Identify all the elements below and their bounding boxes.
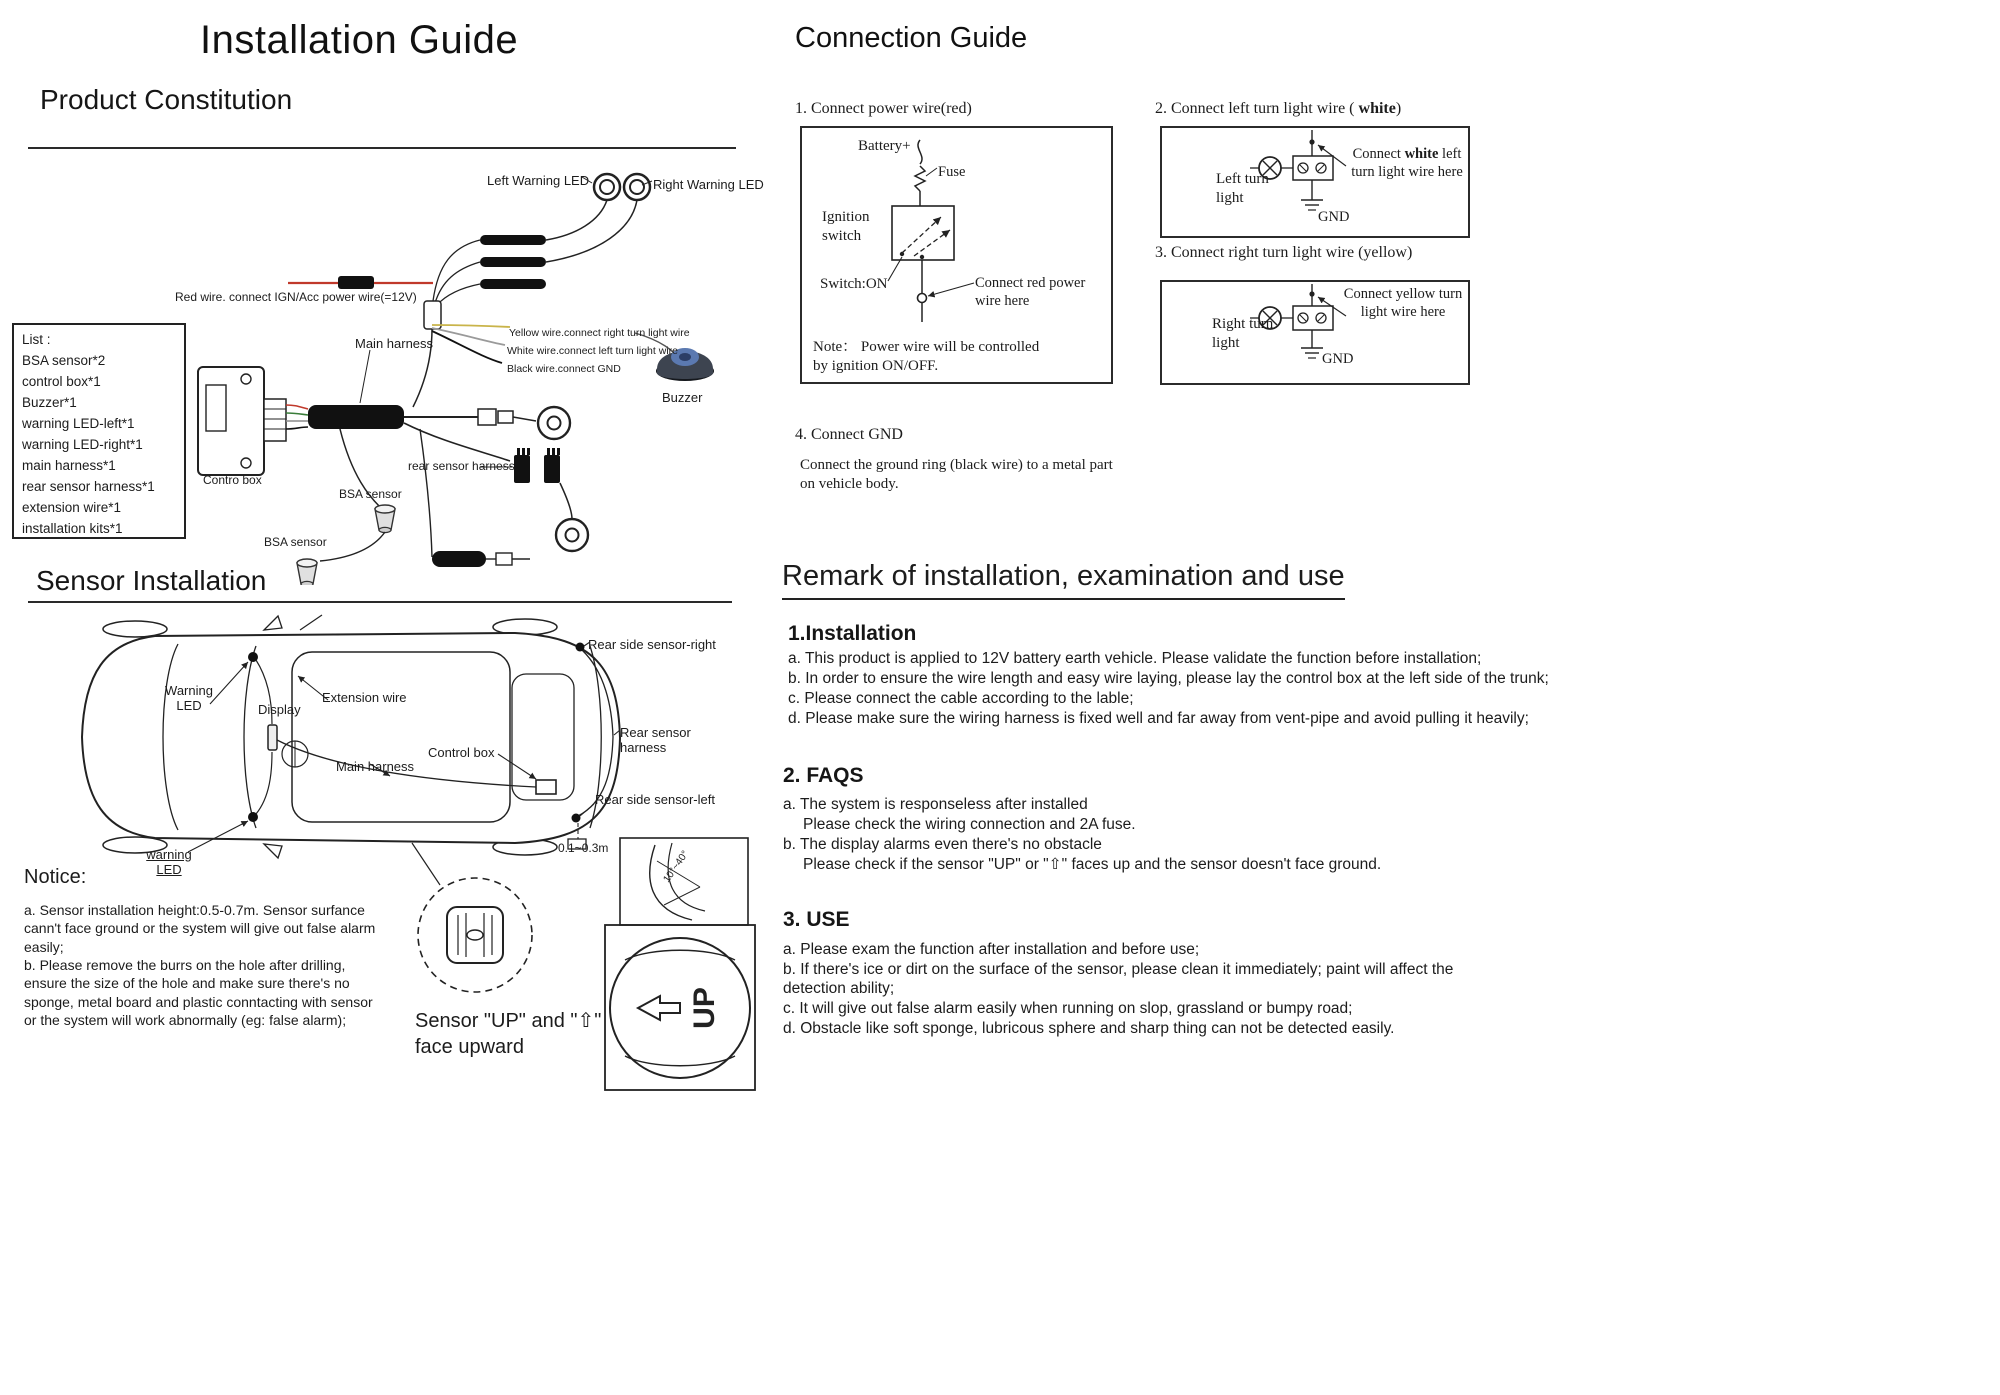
ground-symbol-icon bbox=[1301, 180, 1323, 210]
remark-use-heading: 3. USE bbox=[783, 908, 850, 931]
installation-item: c. Please connect the cable according to the lable; bbox=[788, 689, 1134, 707]
fuse-label: Fuse bbox=[938, 164, 966, 180]
label-white-wire: White wire.connect left turn light wire bbox=[507, 345, 678, 357]
power-terminal-icon bbox=[918, 294, 927, 303]
installation-item: d. Please make sure the wiring harness is fixed well and far away from vent-pipe and avoid pulling it heavily; bbox=[788, 709, 1529, 727]
remark-faqs-items bbox=[783, 796, 1988, 876]
fuse-icon bbox=[915, 166, 925, 191]
angle-text: 10°~40° bbox=[661, 848, 692, 885]
ignition-switch-label: Ignition switch bbox=[822, 209, 870, 244]
parts-list-title: List : bbox=[22, 332, 51, 347]
right-turn-light-label: Right turn light bbox=[1212, 316, 1274, 351]
connection-guide-title: Connection Guide bbox=[795, 22, 1028, 54]
gnd-label-step3: GND bbox=[1322, 351, 1354, 367]
connect-white-prefix: Connect bbox=[1352, 146, 1405, 162]
list-item: installation kits*1 bbox=[22, 521, 123, 536]
list-item: rear sensor harness*1 bbox=[22, 479, 155, 494]
battery-wire-icon bbox=[918, 140, 922, 164]
label-rear-side-sensor-left: Rear side sensor-left bbox=[595, 792, 715, 807]
connect-white-bold-word: white bbox=[1404, 146, 1439, 162]
label-right-warning-led: Right Warning LED bbox=[653, 177, 764, 192]
wire-tap-point bbox=[1309, 291, 1314, 296]
display-icon bbox=[268, 725, 277, 750]
main-harness-icon bbox=[308, 405, 404, 429]
remark-installation-items bbox=[788, 650, 1993, 730]
notice-heading: Notice: bbox=[24, 866, 87, 888]
sensor-angle-icon bbox=[650, 843, 705, 920]
bsa-sensor-icon-top bbox=[375, 505, 395, 533]
connect-yellow-label: Connect yellow turn light wire here bbox=[1343, 286, 1463, 321]
label-car-main-harness: Main harness bbox=[336, 759, 415, 774]
label-rear-sensor-harness-car: Rear sensor harness bbox=[620, 725, 691, 755]
label-display: Display bbox=[258, 702, 301, 717]
notice-item-a: a. Sensor installation height:0.5-0.7m. Sensor surfance cann't face ground or the system will give out false alarm easily; bbox=[24, 902, 376, 955]
remark-heading-wrap bbox=[782, 560, 1345, 600]
installation-item: a. This product is applied to 12V battery earth vehicle. Please validate the function before installation; bbox=[788, 650, 1482, 667]
use-item: c. It will give out false alarm easily when running on slop, grassland or bumpy road; bbox=[783, 999, 1353, 1017]
list-item: control box*1 bbox=[22, 374, 101, 389]
list-item: extension wire*1 bbox=[22, 500, 122, 515]
control-box-car-icon bbox=[536, 780, 556, 794]
list-item: warning LED-right*1 bbox=[22, 437, 143, 452]
label-warning-led-bottom: warning LED bbox=[146, 847, 192, 877]
sensor-up-caption: Sensor "UP" and "⇧" face upward bbox=[415, 1010, 602, 1058]
faq-item-answer: Please check if the sensor "UP" or "⇧" faces up and the sensor doesn't face ground. bbox=[803, 855, 1382, 873]
use-item: d. Obstacle like soft sponge, lubricous sphere and sharp thing can not be detected easily. bbox=[783, 1019, 1395, 1037]
warning-led-left-icon bbox=[594, 174, 620, 200]
label-extension-wire: Extension wire bbox=[322, 690, 407, 705]
remark-installation-heading: 1.Installation bbox=[788, 622, 917, 645]
remark-use-items bbox=[783, 941, 1508, 1040]
gnd-label-step2: GND bbox=[1318, 209, 1350, 225]
up-text: UP bbox=[688, 987, 721, 1029]
sensor-back-icon bbox=[447, 907, 503, 963]
flasher-relay-icon bbox=[1293, 306, 1333, 330]
label-buzzer: Buzzer bbox=[662, 390, 703, 405]
remark-heading: Remark of installation, examination and use bbox=[782, 560, 1345, 600]
label-yellow-wire: Yellow wire.connect right turn light wire bbox=[509, 327, 690, 339]
step4-heading: 4. Connect GND bbox=[795, 426, 903, 443]
red-power-wire-icon bbox=[288, 276, 433, 289]
label-bsa-sensor-bottom: BSA sensor bbox=[264, 535, 327, 549]
label-rear-side-sensor-right: Rear side sensor-right bbox=[588, 637, 716, 652]
list-item: Buzzer*1 bbox=[22, 395, 77, 410]
step1-heading: 1. Connect power wire(red) bbox=[795, 100, 972, 117]
list-item: BSA sensor*2 bbox=[22, 353, 106, 368]
rear-sensor-left-icon bbox=[556, 519, 588, 551]
connect-red-label: Connect red power wire here bbox=[975, 275, 1086, 310]
parts-list-box bbox=[12, 323, 186, 539]
connect-white-suffix: left turn light wire here bbox=[1351, 146, 1463, 181]
label-control-box: Contro box bbox=[203, 473, 262, 487]
rear-sensor-right-icon bbox=[538, 407, 570, 439]
battery-label: Battery+ bbox=[858, 138, 911, 154]
step2-heading-prefix: 2. Connect left turn light wire ( bbox=[1155, 100, 1359, 117]
rear-side-sensor-right-dot bbox=[576, 643, 585, 652]
ground-symbol-icon bbox=[1301, 330, 1323, 358]
warning-led-right-icon bbox=[624, 174, 650, 200]
left-turn-light-label: Left turn light bbox=[1216, 171, 1269, 206]
installation-item: b. In order to ensure the wire length and easy wire laying, please lay the control box at the left side of the trunk; bbox=[788, 669, 1549, 687]
up-arrow-icon bbox=[638, 996, 680, 1020]
power-note: Note： Power wire will be controlled by ignition ON/OFF. bbox=[813, 339, 1040, 374]
faq-item: b. The display alarms even there's no obstacle bbox=[783, 835, 1102, 853]
wire-tap-point bbox=[1309, 139, 1314, 144]
notice-item-b: b. Please remove the burrs on the hole after drilling, ensure the size of the hole and make sure there's no sponge, metal board and plastic conntacting with sensor or the system will work abnormally (eg: false alarm); bbox=[24, 957, 373, 1029]
step2-heading bbox=[1155, 100, 1401, 118]
step2-heading-bold-word: white bbox=[1358, 100, 1396, 117]
list-item: warning LED-left*1 bbox=[22, 416, 135, 431]
label-warning-led-top: Warning LED bbox=[165, 683, 213, 713]
label-rear-sensor-harness: rear sensor harness bbox=[408, 459, 515, 473]
rear-harness-plug-icons bbox=[514, 448, 560, 483]
section-heading-product-constitution: Product Constitution bbox=[40, 84, 293, 115]
sensor-up-icon bbox=[610, 938, 750, 1078]
connect-white-label bbox=[1348, 145, 1466, 181]
car-outline-icon bbox=[82, 615, 620, 858]
divider-line bbox=[28, 601, 732, 603]
step2-heading-suffix: ) bbox=[1395, 100, 1402, 117]
ignition-switch-icon bbox=[892, 206, 954, 260]
label-distance: 0.1~0.3m bbox=[558, 841, 609, 855]
product-constitution-diagram bbox=[180, 155, 760, 585]
label-black-wire: Black wire.connect GND bbox=[507, 363, 621, 375]
faq-item-answer: Please check the wiring connection and 2A fuse. bbox=[803, 815, 1136, 833]
bsa-sensor-icon-bottom bbox=[297, 559, 317, 585]
flasher-relay-icon bbox=[1293, 156, 1333, 180]
step4-body: Connect the ground ring (black wire) to a metal part on vehicle body. bbox=[800, 457, 1113, 492]
remark-faqs-heading: 2. FAQS bbox=[783, 764, 864, 787]
left-turn-diagram bbox=[1160, 126, 1470, 238]
wire-sleeve-icons bbox=[480, 235, 546, 289]
rear-side-sensor-left-dot bbox=[572, 814, 581, 823]
use-item: a. Please exam the function after installation and before use; bbox=[783, 941, 1200, 958]
page-title: Installation Guide bbox=[200, 18, 519, 62]
section-heading-sensor-installation: Sensor Installation bbox=[36, 565, 267, 596]
label-car-control-box: Control box bbox=[428, 745, 495, 760]
divider-line bbox=[28, 147, 736, 149]
control-box-icon bbox=[198, 367, 286, 475]
yellow-wire-icon bbox=[432, 325, 510, 327]
label-red-wire: Red wire. connect IGN/Acc power wire(=12V) bbox=[175, 290, 417, 304]
label-bsa-sensor-top: BSA sensor bbox=[339, 487, 402, 501]
use-item: b. If there's ice or dirt on the surface of the sensor, please clean it immediately; paint will affect the detection ability; bbox=[783, 960, 1454, 997]
label-main-harness: Main harness bbox=[355, 336, 434, 351]
switch-on-label: Switch:ON bbox=[820, 276, 888, 292]
list-item: main harness*1 bbox=[22, 458, 116, 473]
label-left-warning-led: Left Warning LED bbox=[487, 173, 590, 188]
step3-heading: 3. Connect right turn light wire (yellow) bbox=[1155, 244, 1413, 261]
faq-item: a. The system is responseless after installed bbox=[783, 796, 1088, 813]
